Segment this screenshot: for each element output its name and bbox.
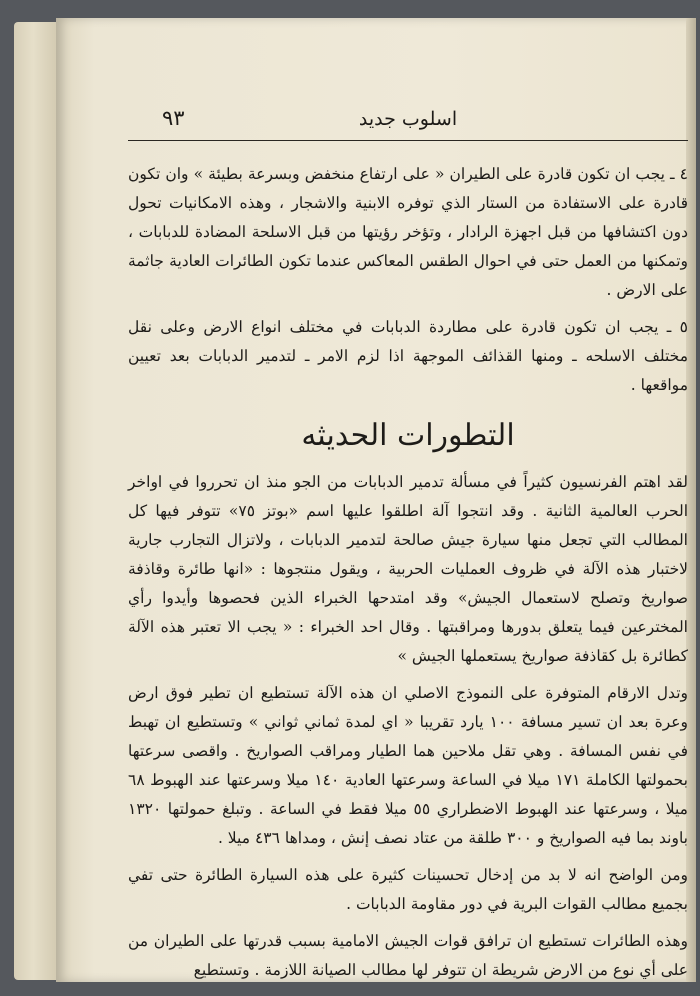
paragraph: ومن الواضح انه لا بد من إدخال تحسينات كثيرة على هذه السيارة الطائرة حتى تفي بجميع مطالب القوات البرية في دور مقاومة الدبابات .: [128, 866, 688, 913]
body-text: [128, 160, 688, 993]
paragraph: وتدل الارقام المتوفرة على النموذج الاصلي ان هذه الآلة تستطيع ان تطير فوق ارض وعرة بعد ان تسير مسافة ١٠٠ يارد تقريبا « اي لمدة ثماني ثواني » وتستطيع ان تهبط في نفس المسافة . وهي تقل ملاحين هما الطيار ومراقب الصواريخ . واقصى سرعتها بحمولتها الكاملة ١٧١ ميلا في الساعة وسرعتها العادية ١٤٠ ميلا وسرعتها عند الهبوط ٦٨ ميلا ، وسرعتها عند الهبوط الاضطراري ٥٥ ميلا فقط في الساعة . وتبلغ حمولتها ١٣٢٠ باوند بما فيه الصواريخ و ٣٠٠ طلقة من عتاد نصف إنش ، ومداها ٤٣٦ ميلا .: [128, 684, 688, 847]
paragraph-item-4: ٤ ـ يجب ان تكون قادرة على الطيران « على ارتفاع منخفض وبسرعة بطيئة » وان تكون قادرة على الاستفادة من الستار الذي توفره الابنية والاشجار ، وهذه الامكانيات تحول دون اكتشافها من قبل اجهزة الرادار ، وتؤخر رؤيتها من قبل الاسلحة المضادة للدبابات ، وتمكنها من العمل حتى في احوال الطقس المعاكس عندما تكون الطائرات العادية جاثمة على الارض .: [128, 165, 688, 299]
paragraph-item-5: ٥ ـ يجب ان تكون قادرة على مطاردة الدبابات في مختلف انواع الارض وعلى نقل مختلف الاسلحه ـ ومنها القذائف الموجهة اذا لزم الامر ـ لتدمير الدبابات بعد تعيين مواقعها .: [128, 318, 688, 394]
paragraph: وهذه الطائرات تستطيع ان ترافق قوات الجيش الامامية بسبب قدرتها على الطيران من على أي نوع من الارض شريطة ان تتوفر لها مطالب الصيانة اللازمة . وتستطيع: [128, 932, 688, 979]
page-number: ٩٣: [162, 106, 185, 130]
running-head: [128, 104, 688, 138]
book-page: [56, 18, 696, 982]
running-head-rule: [128, 140, 688, 141]
facing-page-edge: [14, 22, 62, 980]
paragraph: لقد اهتم الفرنسيون كثيراً في مسألة تدمير الدبابات من الجو منذ ان تحرروا في اواخر الحرب العالمية الثانية . وقد انتجوا آلة اطلقوا عليها اسم «بوتز ٧٥» تتوفر فيها كل المطالب التي تجعل منها سيارة جيش صالحة لتدمير الدبابات ، ولاتزال التجارب جارية لاختبار هذه الآلة في ظروف العمليات الحربية ، ويقول منتجوها : «انها طائرة وقاذفة صواريخ وتصلح لاستعمال الجيش» وقد امتدحها الخبراء الذين فحصوها وأيدوا رأي المخترعين فيما يتعلق بدورها ومراقبتها . وقال احد الخبراء : « يجب الا تعتبر هذه الآلة كطائرة بل كقاذفة صواريخ يستعملها الجيش »: [128, 473, 688, 665]
running-head-title: اسلوب جديد: [358, 108, 458, 130]
text-block: [128, 18, 688, 982]
section-heading: التطورات الحديثه: [301, 418, 515, 453]
